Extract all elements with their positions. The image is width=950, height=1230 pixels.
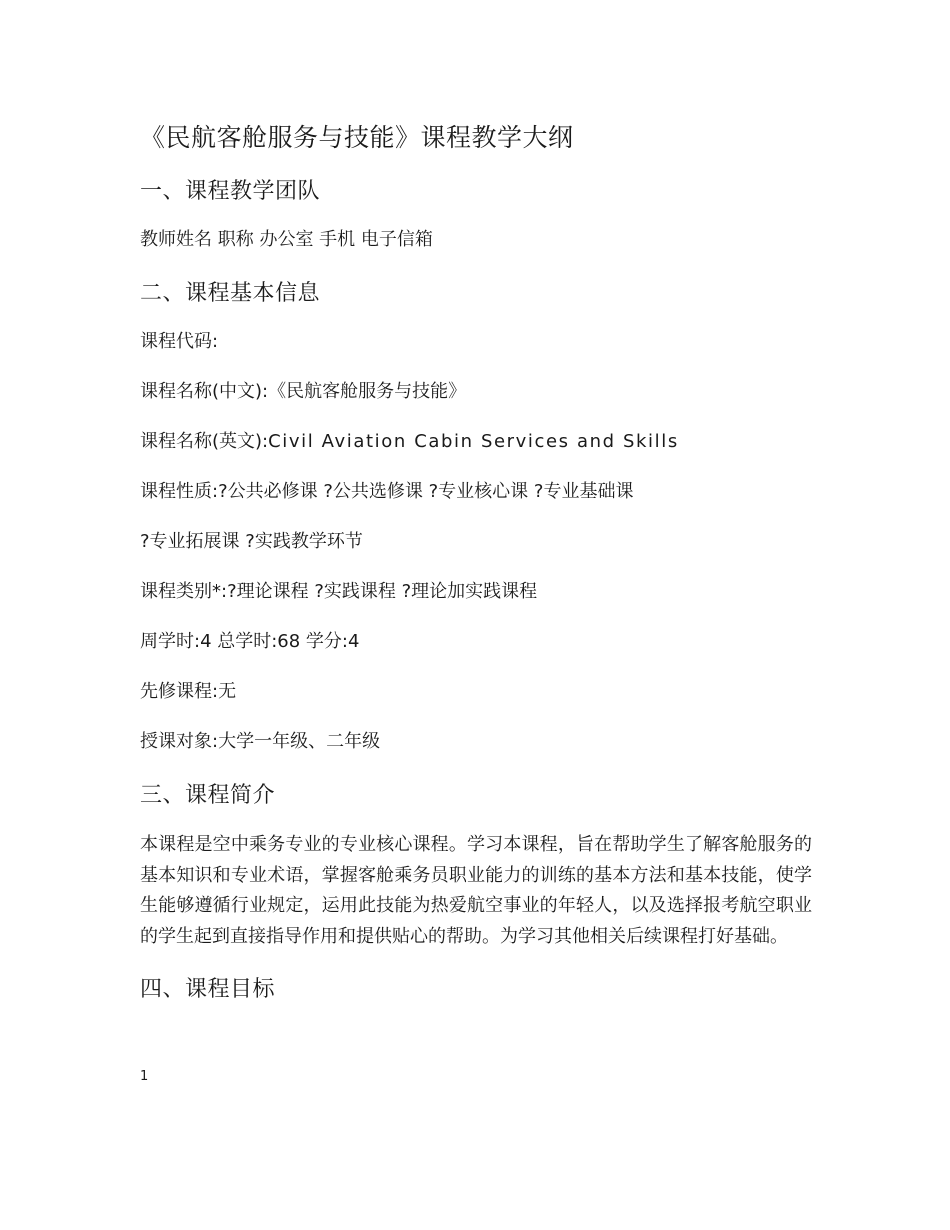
course-hours-line: 周学时:4 总学时:68 学分:4	[140, 631, 360, 652]
course-nature-line-2: ?专业拓展课 ?实践教学环节	[140, 531, 363, 552]
document-title: 《民航客舱服务与技能》课程教学大纲	[140, 123, 574, 152]
team-columns-line: 教师姓名 职称 办公室 手机 电子信箱	[140, 229, 433, 250]
section-heading-objectives: 四、课程目标	[140, 977, 276, 1002]
audience-line: 授课对象:大学一年级、二年级	[140, 731, 381, 752]
course-category-line: 课程类别*:?理论课程 ?实践课程 ?理论加实践课程	[140, 581, 538, 602]
document-body	[140, 118, 812, 1024]
course-name-en-value: Civil Aviation Cabin Services and Skills	[268, 431, 679, 452]
section-heading-team: 一、课程教学团队	[140, 179, 321, 204]
course-name-en-line	[140, 428, 812, 456]
section-heading-intro: 三、课程简介	[140, 783, 276, 808]
course-name-cn-line: 课程名称(中文):《民航客舱服务与技能》	[140, 381, 467, 402]
intro-paragraph: 本课程是空中乘务专业的专业核心课程。学习本课程，旨在帮助学生了解客舱服务的基本知识和专业术语，掌握客舱乘务员职业能力的训练的基本方法和基本技能，使学生能够遵循行业规定，运用此技能为热爱航空事业的年轻人，以及选择报考航空职业的学生起到直接指导作用和提供贴心的帮助。为学习其他相关后续课程打好基础。	[140, 834, 812, 947]
section-heading-basic-info: 二、课程基本信息	[140, 281, 321, 306]
course-nature-line-1: 课程性质:?公共必修课 ?公共选修课 ?专业核心课 ?专业基础课	[140, 481, 634, 502]
course-name-en-label: 课程名称(英文):	[140, 431, 269, 452]
course-code-line: 课程代码:	[140, 331, 219, 352]
prerequisite-line: 先修课程:无	[140, 681, 237, 702]
page-number: 1	[140, 1069, 149, 1084]
